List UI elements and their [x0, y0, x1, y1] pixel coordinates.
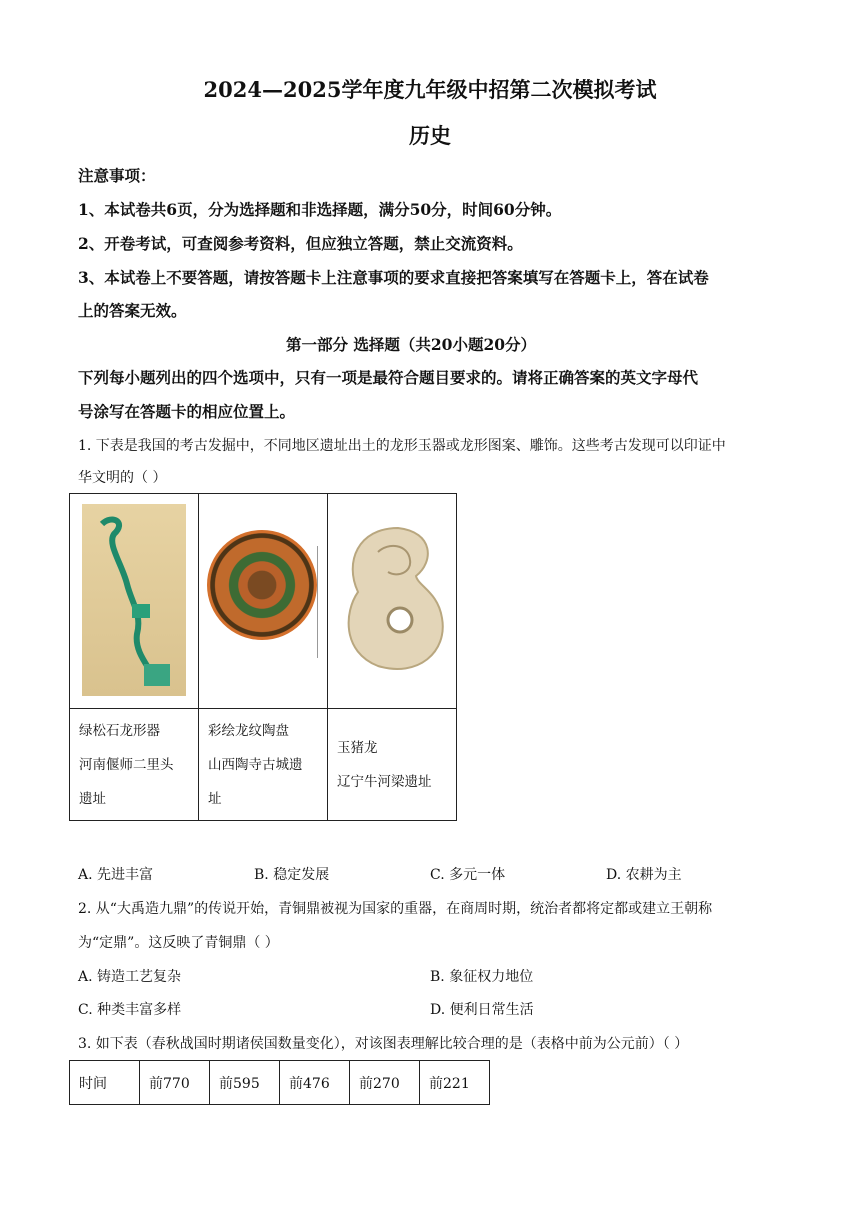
caption-place: 山西陶寺古城遗 [208, 756, 303, 773]
part1-instruction-cont: 号涂写在答题卡的相应位置上。 [78, 402, 296, 421]
q3-stem: 3. 如下表（春秋战国时期诸侯国数量变化），对该图表理解比较合理的是（表格中前为公元前）（ ） [78, 1036, 689, 1052]
q1-option-b: B. 稳定发展 [254, 867, 330, 883]
q1-stem-cont: 华文明的（ ） [78, 470, 167, 486]
part1-heading: 第一部分 选择题（共20小题20分） [286, 335, 537, 354]
table-header-cell: 前770 [140, 1061, 210, 1105]
q1-option-d: D. 农耕为主 [606, 867, 682, 883]
notice-item-1: 1、本试卷共6页，分为选择题和非选择题，满分50分，时间60分钟。 [78, 200, 562, 219]
caption-place-cont: 址 [208, 790, 222, 807]
caption-place: 辽宁牛河梁遗址 [337, 773, 432, 790]
caption-name: 彩绘龙纹陶盘 [208, 722, 289, 739]
notice-heading: 注意事项： [78, 166, 156, 185]
artifact-image-cell-3 [328, 494, 457, 709]
turquoise-dragon-image [82, 504, 186, 696]
notice-item-3-cont: 上的答案无效。 [78, 301, 187, 320]
artifact-image-cell-2 [199, 494, 328, 709]
table-header-cell: 时间 [70, 1061, 140, 1105]
q1-stem: 1. 下表是我国的考古发掘中，不同地区遗址出土的龙形玉器或龙形图案、雕饰。这些考古发现可以印证中 [78, 438, 726, 454]
artifact-image-cell-1 [70, 494, 199, 709]
q2-stem-cont: 为“定鼎”。这反映了青铜鼎（ ） [78, 935, 279, 951]
artifact-caption-2 [199, 709, 328, 821]
table-header-cell: 前221 [420, 1061, 490, 1105]
table-header-cell: 前270 [350, 1061, 420, 1105]
q1-artifact-table [69, 493, 457, 821]
jade-pig-dragon-image [338, 522, 450, 672]
q2-option-a: A. 铸造工艺复杂 [78, 969, 182, 985]
q2-option-d: D. 便利日常生活 [430, 1002, 534, 1018]
q1-option-a: A. 先进丰富 [78, 867, 154, 883]
artifact-caption-3 [328, 709, 457, 821]
q1-option-c: C. 多元一体 [430, 867, 506, 883]
q3-states-table [69, 1060, 490, 1105]
notice-item-3: 3、本试卷上不要答题，请按答题卡上注意事项的要求直接把答案填写在答题卡上，答在试卷 [78, 268, 709, 287]
caption-place-cont: 遗址 [79, 790, 106, 807]
table-header-cell: 前595 [210, 1061, 280, 1105]
subject-title: 历史 [409, 123, 451, 148]
q2-stem: 2. 从“大禹造九鼎”的传说开始，青铜鼎被视为国家的重器，在商周时期，统治者都将定都或建立王朝称 [78, 901, 713, 917]
q2-option-c: C. 种类丰富多样 [78, 1002, 182, 1018]
notice-item-2: 2、开卷考试，可查阅参考资料，但应独立答题，禁止交流资料。 [78, 234, 523, 253]
caption-name: 玉猪龙 [337, 739, 378, 756]
part1-instruction: 下列每小题列出的四个选项中，只有一项是最符合题目要求的。请将正确答案的英文字母代 [78, 368, 699, 387]
caption-place: 河南偃师二里头 [79, 756, 174, 773]
q2-option-b: B. 象征权力地位 [430, 969, 534, 985]
painted-dragon-plate-image [207, 530, 317, 640]
exam-title: 2024—2025学年度九年级中招第二次模拟考试 [203, 77, 657, 102]
table-header-cell: 前476 [280, 1061, 350, 1105]
artifact-caption-1 [70, 709, 199, 821]
caption-name: 绿松石龙形器 [79, 722, 160, 739]
